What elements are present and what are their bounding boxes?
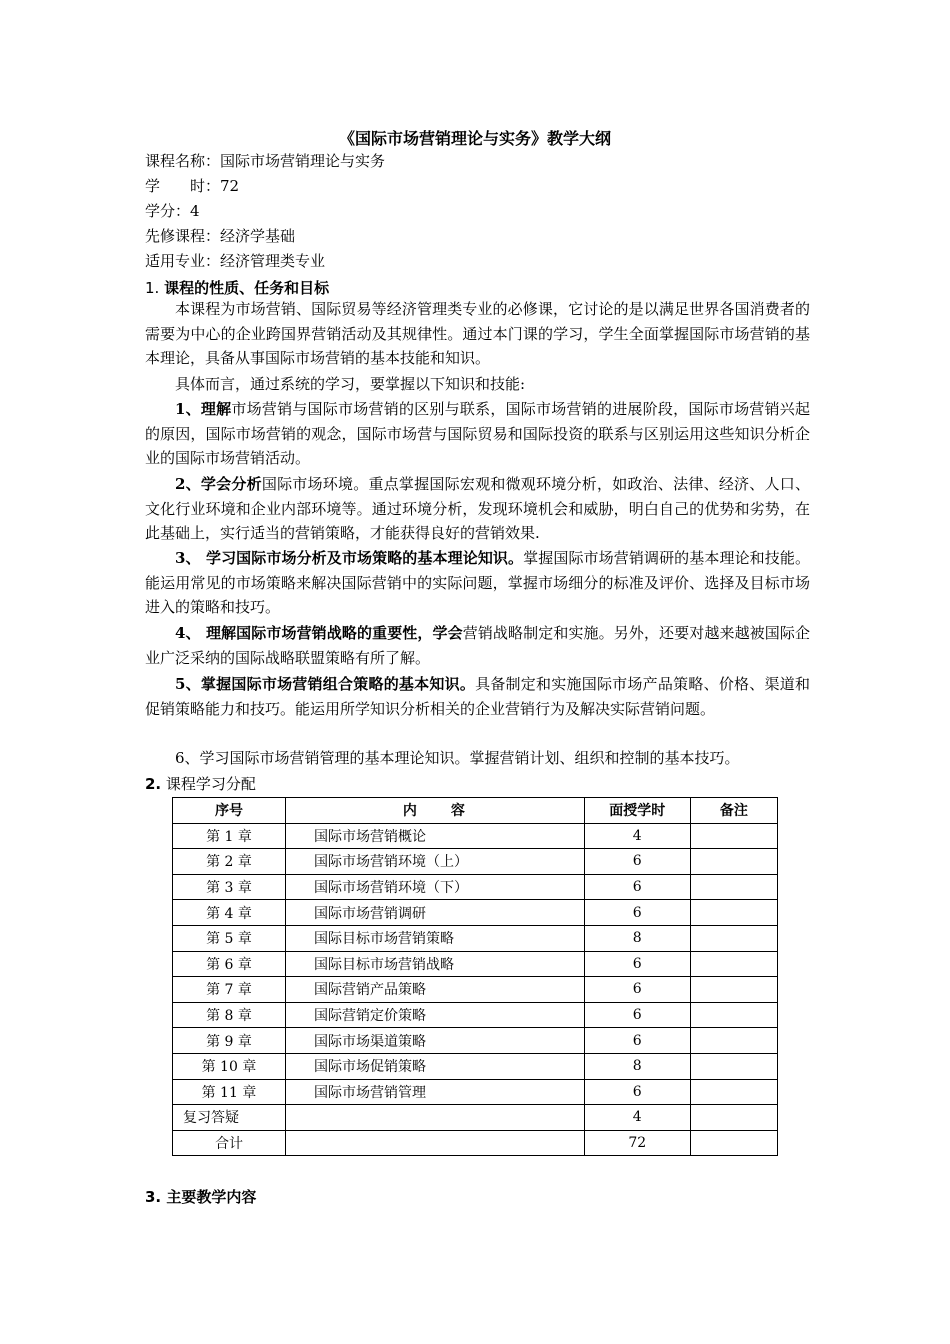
objective-item-5 [145, 672, 810, 721]
objective-item-3 [145, 546, 810, 620]
cell-remarks [690, 849, 777, 875]
meta-hours: 学 时：72 [145, 177, 240, 195]
table-row [173, 823, 778, 849]
section1-intro: 本课程为市场营销、国际贸易等经济管理类专业的必修课，它讨论的是以满足世界各国消费者的需要为中心的企业跨国界营销活动及其规律性。通过本门课的学习，学生全面掌握国际市场营销的基本理论，具备从事国际市场营销的基本技能和知识。 [145, 300, 810, 367]
cell-content: 国际市场营销概论 [285, 823, 584, 849]
objective-item-2-text: 国际市场环境。重点掌握国际宏观和微观环境分析，如政治、法律、经济、人口、文化行业环境和企业内部环境等。通过环境分析，发现环境机会和威胁，明白自己的优势和劣势，在此基础上，实行适当的营销策略，才能获得良好的营销效果. [145, 475, 810, 542]
section1-title: 课程的性质、任务和目标 [164, 279, 330, 297]
section2-number: 2. [145, 775, 162, 793]
table-row [173, 1105, 778, 1131]
cell-seq: 合计 [173, 1130, 286, 1156]
cell-seq: 第 7 章 [173, 977, 286, 1003]
cell-hours: 6 [584, 1028, 690, 1054]
table-header-row [173, 798, 778, 824]
cell-remarks [690, 1053, 777, 1079]
cell-content: 国际市场促销策略 [285, 1053, 584, 1079]
cell-seq: 第 2 章 [173, 849, 286, 875]
header-content: 内 容 [285, 798, 584, 824]
cell-seq: 第 11 章 [173, 1079, 286, 1105]
cell-content: 国际市场营销调研 [285, 900, 584, 926]
section3-title: 3. 主要教学内容 [145, 1188, 257, 1206]
table-row [173, 900, 778, 926]
cell-remarks [690, 874, 777, 900]
cell-remarks [690, 900, 777, 926]
cell-seq: 第 5 章 [173, 925, 286, 951]
objective-item-4 [145, 621, 810, 670]
cell-hours: 8 [584, 1053, 690, 1079]
cell-remarks [690, 1002, 777, 1028]
objective-item-1-text: 市场营销与国际市场营销的区别与联系，国际市场营销的进展阶段，国际市场营销兴起的原因，国际市场营销的观念，国际市场营与国际贸易和国际投资的联系与区别运用这些知识分析企业的国际市场营销活动。 [145, 400, 810, 467]
cell-hours: 72 [584, 1130, 690, 1156]
objective-item-6-text: 6、学习国际市场营销管理的基本理论知识。掌握营销计划、组织和控制的基本技巧。 [175, 749, 740, 767]
objective-item-3-bold: 3、 学习国际市场分析及市场策略的基本理论知识。 [175, 549, 524, 567]
cell-seq: 第 9 章 [173, 1028, 286, 1054]
table-row [173, 849, 778, 875]
objective-item-1 [145, 397, 810, 471]
objective-item-6 [145, 746, 810, 771]
header-remarks: 备注 [690, 798, 777, 824]
objective-item-4-bold: 4、 理解国际市场营销战略的重要性，学会 [175, 624, 463, 642]
cell-content: 国际市场营销环境（下） [285, 874, 584, 900]
cell-remarks [690, 1130, 777, 1156]
page-title: 《国际市场营销理论与实务》教学大纲 [338, 129, 611, 148]
cell-remarks [690, 1079, 777, 1105]
table-row [173, 1079, 778, 1105]
cell-hours: 6 [584, 1002, 690, 1028]
section2-title: 课程学习分配 [165, 775, 256, 793]
objective-item-2-bold: 2、学会分析 [175, 475, 262, 493]
section1-lead: 具体而言，通过系统的学习，要掌握以下知识和技能: [175, 375, 526, 393]
cell-hours: 6 [584, 1079, 690, 1105]
cell-seq: 第 10 章 [173, 1053, 286, 1079]
table-row [173, 1028, 778, 1054]
meta-prerequisite: 先修课程：经济学基础 [145, 227, 296, 245]
section1-number: 1. [145, 279, 160, 297]
cell-seq: 第 6 章 [173, 951, 286, 977]
table-row [173, 951, 778, 977]
cell-hours: 6 [584, 977, 690, 1003]
cell-remarks [690, 1028, 777, 1054]
table-row [173, 977, 778, 1003]
objective-item-5-text: 具备制定和实施国际市场产品策略、价格、渠道和促销策略能力和技巧。能运用所学知识分析相关的企业营销行为及解决实际营销问题。 [145, 675, 810, 718]
cell-seq: 第 4 章 [173, 900, 286, 926]
objective-item-4-text: 营销战略制定和实施。另外，还要对越来越被国际企业广泛采纳的国际战略联盟策略有所了解。 [145, 624, 810, 667]
objective-item-5-bold: 5、掌握国际市场营销组合策略的基本知识。 [175, 675, 476, 693]
cell-seq: 复习答疑 [173, 1105, 286, 1131]
cell-hours: 4 [584, 823, 690, 849]
cell-remarks [690, 823, 777, 849]
meta-major: 适用专业：经济管理类专业 [145, 252, 326, 270]
cell-hours: 6 [584, 849, 690, 875]
meta-course-name: 课程名称：国际市场营销理论与实务 [145, 152, 386, 170]
section1-heading [145, 277, 329, 298]
table-row [173, 1130, 778, 1156]
table-row [173, 1053, 778, 1079]
cell-hours: 8 [584, 925, 690, 951]
table-row [173, 1002, 778, 1028]
cell-hours: 4 [584, 1105, 690, 1131]
cell-remarks [690, 951, 777, 977]
cell-hours: 6 [584, 874, 690, 900]
cell-content: 国际市场营销管理 [285, 1079, 584, 1105]
cell-content: 国际目标市场营销战略 [285, 951, 584, 977]
cell-remarks [690, 1105, 777, 1131]
cell-seq: 第 8 章 [173, 1002, 286, 1028]
cell-hours: 6 [584, 951, 690, 977]
meta-credits: 学分：4 [145, 202, 200, 220]
cell-content: 国际营销产品策略 [285, 977, 584, 1003]
header-hours: 面授学时 [584, 798, 690, 824]
cell-hours: 6 [584, 900, 690, 926]
cell-seq: 第 1 章 [173, 823, 286, 849]
cell-content [285, 1105, 584, 1131]
cell-content: 国际市场渠道策略 [285, 1028, 584, 1054]
section3-heading [145, 1186, 256, 1207]
cell-seq: 第 3 章 [173, 874, 286, 900]
cell-remarks [690, 925, 777, 951]
cell-content: 国际市场营销环境（上） [285, 849, 584, 875]
header-seq: 序号 [173, 798, 286, 824]
objective-item-1-bold: 1、理解 [175, 400, 232, 418]
cell-remarks [690, 977, 777, 1003]
objective-item-3-text: 掌握国际市场营销调研的基本理论和技能。能运用常见的市场策略来解决国际营销中的实际问题，掌握市场细分的标准及评价、选择及目标市场进入的策略和技巧。 [145, 549, 810, 616]
table-row [173, 874, 778, 900]
cell-content [285, 1130, 584, 1156]
course-allocation-table [172, 797, 778, 1156]
cell-content: 国际营销定价策略 [285, 1002, 584, 1028]
objective-item-2 [145, 472, 810, 546]
section2-heading [145, 773, 256, 794]
cell-content: 国际目标市场营销策略 [285, 925, 584, 951]
table-row [173, 925, 778, 951]
